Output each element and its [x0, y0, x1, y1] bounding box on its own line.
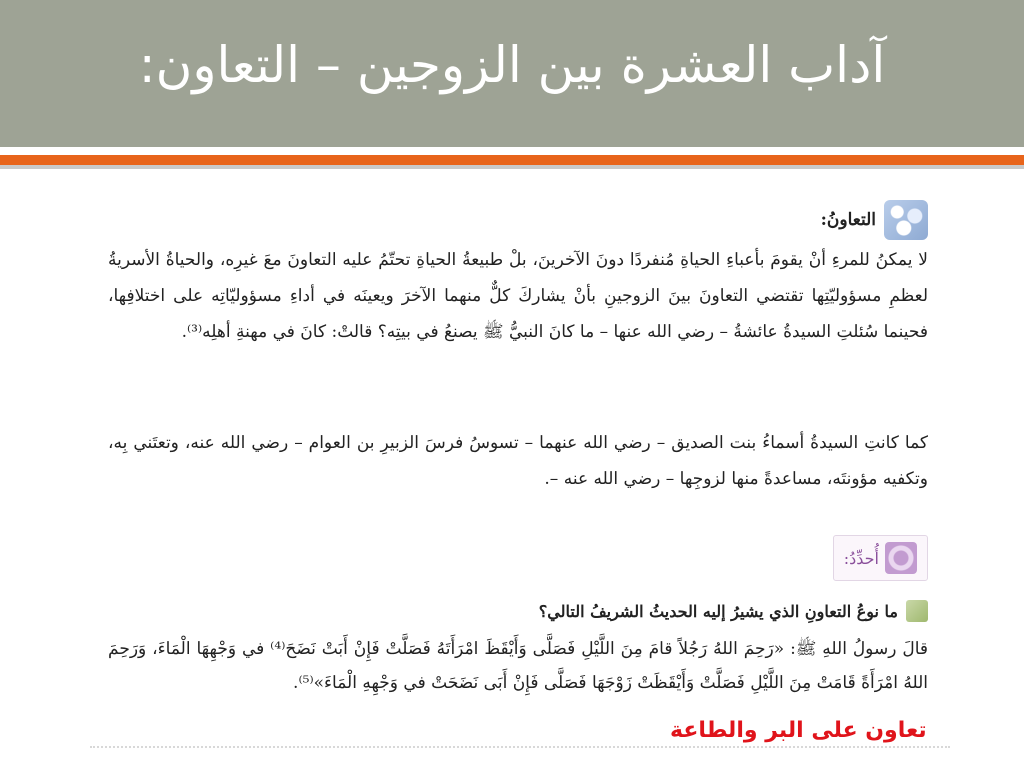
paragraph-asmaa: كما كانتِ السيدةُ أسماءُ بنت الصديق – رضي الله عنهما – تسوسُ فرسَ الزبيرِ بن العوام – رضي الله عنه، وتعتَني بِه، وتكفيه مؤونتَه، مساعدةً منها لزوجِها – رضي الله عنه –. [108, 433, 928, 489]
slide-title: آداب العشرة بين الزوجين – التعاون: [138, 36, 886, 94]
paragraph-cooperation: لا يمكنُ للمرءِ أنْ يقومَ بأعباءِ الحياةِ مُنفردًا دونَ الآخرينَ، بلْ طبيعةُ الحياةِ تحتّمُ عليه التعاونَ معَ غيرِه، والحياةُ الأسريةُ لعظمِ مسؤوليّتِها تقتضي التعاونَ بينَ الزوجينِ بأنْ يشاركَ كلٌّ منهما الآخرَ ويعينَه في أداءِ مسؤوليّاتِه على اختلافِها، فحينما سُئلتِ السيدةُ عائشةُ – رضي الله عنها – ما كانَ النبيُّ ﷺ يصنعُ في بيتِه؟ قالتْ: كانَ في مهنةِ أهلِه⁽³⁾. [108, 250, 928, 342]
scanned-textbook-page [70, 180, 958, 740]
diamond-icon [906, 600, 928, 622]
heading-text: التعاونُ: [820, 210, 876, 230]
star-icon [885, 542, 917, 574]
title-bar [0, 0, 1024, 147]
question-text: ما نوعُ التعاونِ الذي يشيرُ إليه الحديثُ الشريفُ التالي؟ [538, 601, 898, 621]
section-heading [821, 200, 928, 240]
activity-label-text: أُحدِّدُ: [843, 548, 879, 568]
question-row [539, 600, 928, 622]
accent-stripe [0, 155, 1024, 165]
divider [0, 165, 1024, 169]
dotted-answer-line [90, 746, 950, 748]
answer-overlay: تعاون على البر والطاعة [670, 718, 927, 743]
hadith-text: قالَ رسولُ اللهِ ﷺ: «رَحِمَ اللهُ رَجُلاً قامَ مِنَ اللَّيْلِ فَصَلَّى وَأَيْقَظَ امْرَأَتَهُ فَصَلَّتْ فَإِنْ أَبَتْ نَضَحَ⁽⁴⁾ في وَجْهِهَا الْمَاءَ، وَرَحِمَ اللهُ امْرَأَةً قَامَتْ مِنَ اللَّيْلِ فَصَلَّتْ وَأَيْقَظَتْ زَوْجَهَا فَصَلَّى فَإِنْ أَبَى نَضَحَتْ في وَجْهِهِ الْمَاءَ»⁽⁵⁾. [108, 639, 928, 693]
flower-icon [884, 200, 928, 240]
activity-label [833, 535, 928, 581]
